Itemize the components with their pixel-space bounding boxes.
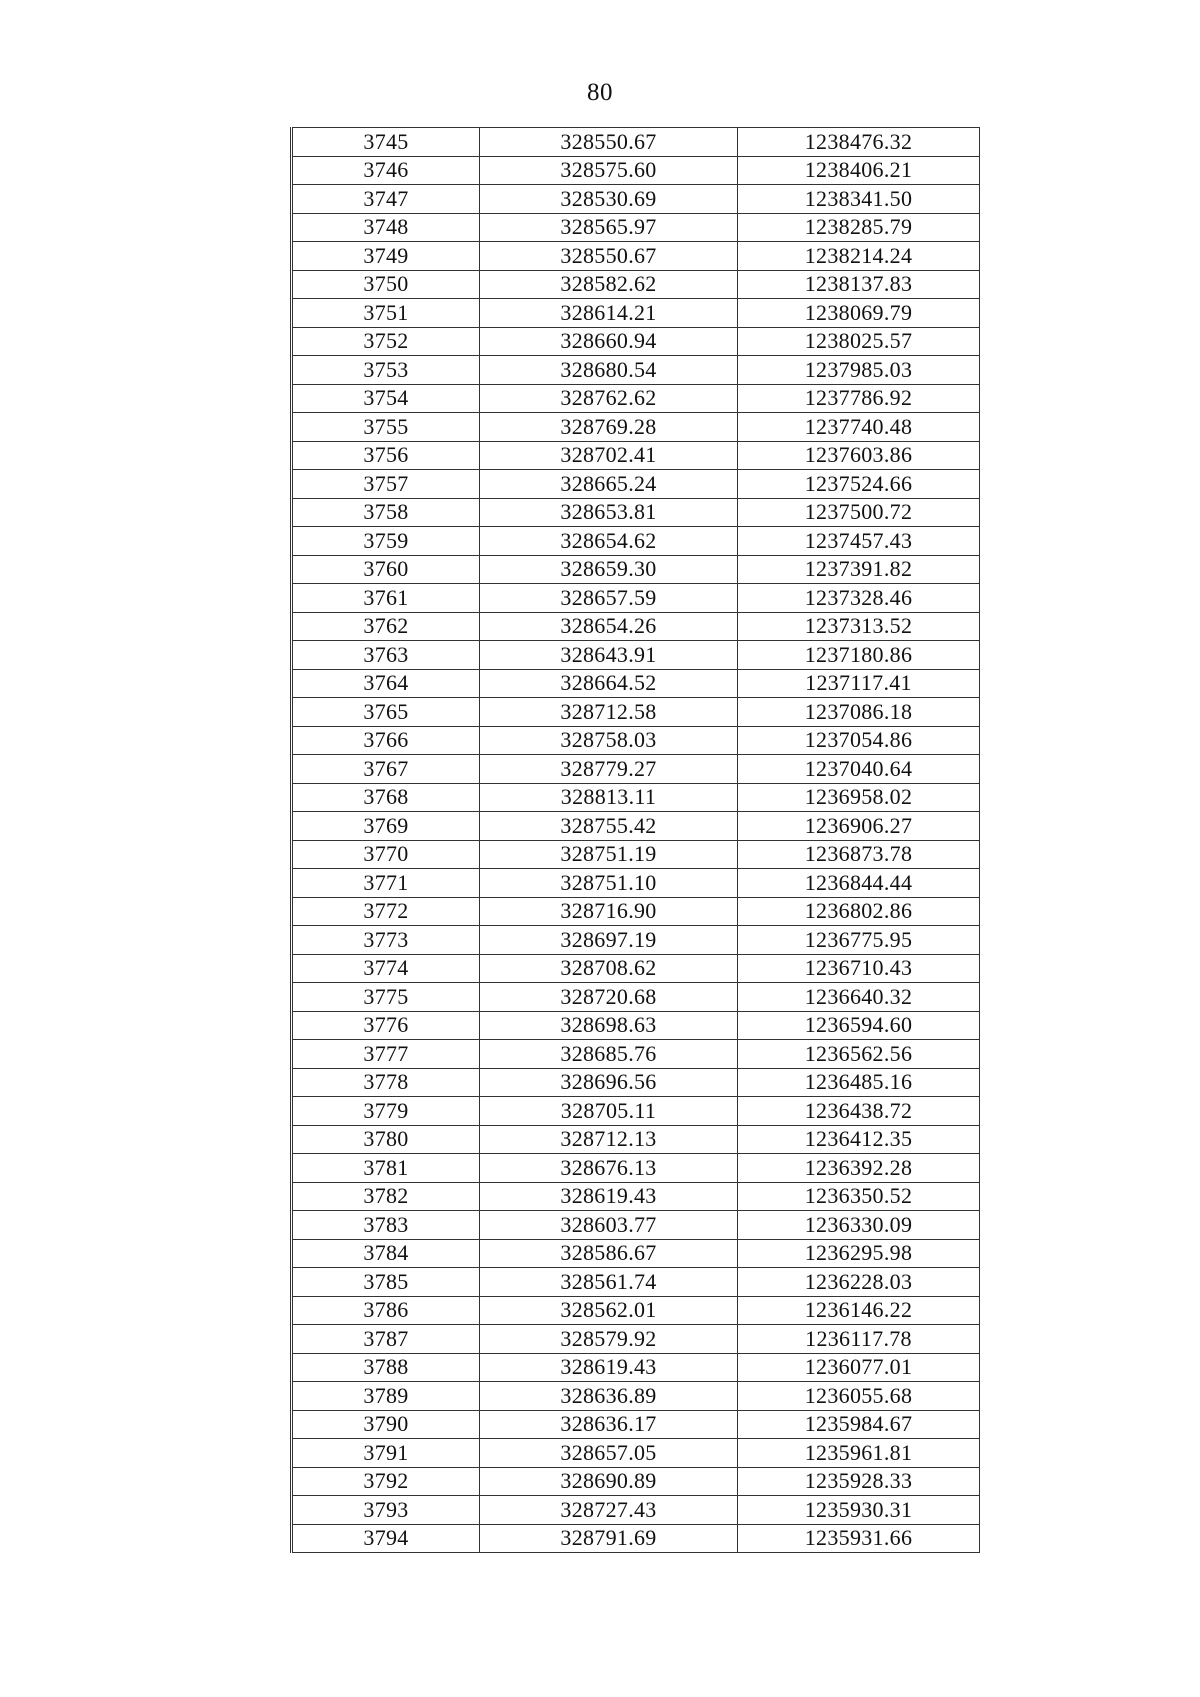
x-coordinate-cell: 328685.76 — [480, 1040, 738, 1069]
point-number-cell: 3770 — [292, 840, 480, 869]
table-row — [292, 470, 980, 499]
x-coordinate-cell: 328660.94 — [480, 327, 738, 356]
y-coordinate-cell: 1238476.32 — [738, 128, 980, 157]
table-row — [292, 1211, 980, 1240]
table-row — [292, 299, 980, 328]
point-number-cell: 3777 — [292, 1040, 480, 1069]
x-coordinate-cell: 328769.28 — [480, 413, 738, 442]
x-coordinate-cell: 328751.19 — [480, 840, 738, 869]
y-coordinate-cell: 1237524.66 — [738, 470, 980, 499]
table-row — [292, 698, 980, 727]
y-coordinate-cell: 1237117.41 — [738, 669, 980, 698]
table-row — [292, 1296, 980, 1325]
y-coordinate-cell: 1238137.83 — [738, 270, 980, 299]
x-coordinate-cell: 328702.41 — [480, 441, 738, 470]
point-number-cell: 3766 — [292, 726, 480, 755]
table-row — [292, 1382, 980, 1411]
x-coordinate-cell: 328582.62 — [480, 270, 738, 299]
table-row — [292, 242, 980, 271]
table-row — [292, 1068, 980, 1097]
y-coordinate-cell: 1235961.81 — [738, 1439, 980, 1468]
table-row — [292, 812, 980, 841]
y-coordinate-cell: 1236958.02 — [738, 783, 980, 812]
y-coordinate-cell: 1237086.18 — [738, 698, 980, 727]
table-row — [292, 1496, 980, 1525]
table-row — [292, 1353, 980, 1382]
x-coordinate-cell: 328586.67 — [480, 1239, 738, 1268]
point-number-cell: 3787 — [292, 1325, 480, 1354]
point-number-cell: 3784 — [292, 1239, 480, 1268]
coordinate-table — [290, 127, 980, 1553]
x-coordinate-cell: 328813.11 — [480, 783, 738, 812]
y-coordinate-cell: 1238285.79 — [738, 213, 980, 242]
table-row — [292, 498, 980, 527]
x-coordinate-cell: 328696.56 — [480, 1068, 738, 1097]
table-row — [292, 755, 980, 784]
table-row — [292, 384, 980, 413]
table-row — [292, 641, 980, 670]
y-coordinate-cell: 1236710.43 — [738, 954, 980, 983]
page-number: 80 — [587, 79, 613, 106]
coordinate-table-body — [292, 128, 980, 1553]
x-coordinate-cell: 328762.62 — [480, 384, 738, 413]
table-row — [292, 669, 980, 698]
point-number-cell: 3771 — [292, 869, 480, 898]
x-coordinate-cell: 328579.92 — [480, 1325, 738, 1354]
point-number-cell: 3790 — [292, 1410, 480, 1439]
x-coordinate-cell: 328636.17 — [480, 1410, 738, 1439]
point-number-cell: 3783 — [292, 1211, 480, 1240]
point-number-cell: 3785 — [292, 1268, 480, 1297]
point-number-cell: 3775 — [292, 983, 480, 1012]
x-coordinate-cell: 328550.67 — [480, 128, 738, 157]
x-coordinate-cell: 328676.13 — [480, 1154, 738, 1183]
x-coordinate-cell: 328550.67 — [480, 242, 738, 271]
x-coordinate-cell: 328614.21 — [480, 299, 738, 328]
y-coordinate-cell: 1236412.35 — [738, 1125, 980, 1154]
x-coordinate-cell: 328690.89 — [480, 1467, 738, 1496]
y-coordinate-cell: 1236640.32 — [738, 983, 980, 1012]
y-coordinate-cell: 1237603.86 — [738, 441, 980, 470]
point-number-cell: 3750 — [292, 270, 480, 299]
y-coordinate-cell: 1238341.50 — [738, 185, 980, 214]
point-number-cell: 3768 — [292, 783, 480, 812]
y-coordinate-cell: 1238025.57 — [738, 327, 980, 356]
x-coordinate-cell: 328654.62 — [480, 527, 738, 556]
y-coordinate-cell: 1236330.09 — [738, 1211, 980, 1240]
table-row — [292, 156, 980, 185]
point-number-cell: 3755 — [292, 413, 480, 442]
y-coordinate-cell: 1236775.95 — [738, 926, 980, 955]
point-number-cell: 3758 — [292, 498, 480, 527]
point-number-cell: 3773 — [292, 926, 480, 955]
point-number-cell: 3789 — [292, 1382, 480, 1411]
y-coordinate-cell: 1237457.43 — [738, 527, 980, 556]
y-coordinate-cell: 1237740.48 — [738, 413, 980, 442]
point-number-cell: 3792 — [292, 1467, 480, 1496]
point-number-cell: 3779 — [292, 1097, 480, 1126]
x-coordinate-cell: 328619.43 — [480, 1353, 738, 1382]
y-coordinate-cell: 1236562.56 — [738, 1040, 980, 1069]
table-row — [292, 783, 980, 812]
y-coordinate-cell: 1236295.98 — [738, 1239, 980, 1268]
point-number-cell: 3748 — [292, 213, 480, 242]
point-number-cell: 3757 — [292, 470, 480, 499]
x-coordinate-cell: 328716.90 — [480, 897, 738, 926]
y-coordinate-cell: 1237040.64 — [738, 755, 980, 784]
table-row — [292, 1182, 980, 1211]
x-coordinate-cell: 328575.60 — [480, 156, 738, 185]
point-number-cell: 3752 — [292, 327, 480, 356]
x-coordinate-cell: 328751.10 — [480, 869, 738, 898]
table-row — [292, 897, 980, 926]
table-row — [292, 213, 980, 242]
point-number-cell: 3751 — [292, 299, 480, 328]
y-coordinate-cell: 1237391.82 — [738, 555, 980, 584]
point-number-cell: 3794 — [292, 1524, 480, 1553]
y-coordinate-cell: 1237313.52 — [738, 612, 980, 641]
y-coordinate-cell: 1236146.22 — [738, 1296, 980, 1325]
x-coordinate-cell: 328636.89 — [480, 1382, 738, 1411]
x-coordinate-cell: 328680.54 — [480, 356, 738, 385]
x-coordinate-cell: 328779.27 — [480, 755, 738, 784]
y-coordinate-cell: 1237985.03 — [738, 356, 980, 385]
point-number-cell: 3793 — [292, 1496, 480, 1525]
point-number-cell: 3781 — [292, 1154, 480, 1183]
y-coordinate-cell: 1236873.78 — [738, 840, 980, 869]
point-number-cell: 3754 — [292, 384, 480, 413]
table-row — [292, 1097, 980, 1126]
point-number-cell: 3791 — [292, 1439, 480, 1468]
table-row — [292, 983, 980, 1012]
point-number-cell: 3747 — [292, 185, 480, 214]
x-coordinate-cell: 328720.68 — [480, 983, 738, 1012]
y-coordinate-cell: 1235984.67 — [738, 1410, 980, 1439]
table-row — [292, 413, 980, 442]
point-number-cell: 3782 — [292, 1182, 480, 1211]
point-number-cell: 3764 — [292, 669, 480, 698]
x-coordinate-cell: 328562.01 — [480, 1296, 738, 1325]
y-coordinate-cell: 1235928.33 — [738, 1467, 980, 1496]
table-row — [292, 1439, 980, 1468]
y-coordinate-cell: 1237500.72 — [738, 498, 980, 527]
x-coordinate-cell: 328654.26 — [480, 612, 738, 641]
table-row — [292, 954, 980, 983]
x-coordinate-cell: 328561.74 — [480, 1268, 738, 1297]
point-number-cell: 3746 — [292, 156, 480, 185]
y-coordinate-cell: 1238406.21 — [738, 156, 980, 185]
table-row — [292, 356, 980, 385]
x-coordinate-cell: 328659.30 — [480, 555, 738, 584]
point-number-cell: 3767 — [292, 755, 480, 784]
y-coordinate-cell: 1236438.72 — [738, 1097, 980, 1126]
y-coordinate-cell: 1236594.60 — [738, 1011, 980, 1040]
x-coordinate-cell: 328664.52 — [480, 669, 738, 698]
x-coordinate-cell: 328665.24 — [480, 470, 738, 499]
table-row — [292, 270, 980, 299]
table-row — [292, 128, 980, 157]
x-coordinate-cell: 328653.81 — [480, 498, 738, 527]
table-row — [292, 1125, 980, 1154]
x-coordinate-cell: 328758.03 — [480, 726, 738, 755]
x-coordinate-cell: 328603.77 — [480, 1211, 738, 1240]
y-coordinate-cell: 1237054.86 — [738, 726, 980, 755]
table-row — [292, 1040, 980, 1069]
y-coordinate-cell: 1237180.86 — [738, 641, 980, 670]
x-coordinate-cell: 328657.59 — [480, 584, 738, 613]
x-coordinate-cell: 328643.91 — [480, 641, 738, 670]
x-coordinate-cell: 328698.63 — [480, 1011, 738, 1040]
point-number-cell: 3760 — [292, 555, 480, 584]
y-coordinate-cell: 1238214.24 — [738, 242, 980, 271]
table-row — [292, 555, 980, 584]
y-coordinate-cell: 1236228.03 — [738, 1268, 980, 1297]
table-row — [292, 1268, 980, 1297]
y-coordinate-cell: 1235930.31 — [738, 1496, 980, 1525]
y-coordinate-cell: 1236077.01 — [738, 1353, 980, 1382]
y-coordinate-cell: 1236802.86 — [738, 897, 980, 926]
point-number-cell: 3759 — [292, 527, 480, 556]
y-coordinate-cell: 1236392.28 — [738, 1154, 980, 1183]
table-row — [292, 1154, 980, 1183]
x-coordinate-cell: 328697.19 — [480, 926, 738, 955]
table-row — [292, 869, 980, 898]
table-row — [292, 1325, 980, 1354]
point-number-cell: 3786 — [292, 1296, 480, 1325]
point-number-cell: 3780 — [292, 1125, 480, 1154]
table-row — [292, 185, 980, 214]
point-number-cell: 3761 — [292, 584, 480, 613]
table-row — [292, 527, 980, 556]
x-coordinate-cell: 328619.43 — [480, 1182, 738, 1211]
point-number-cell: 3753 — [292, 356, 480, 385]
table-row — [292, 1410, 980, 1439]
point-number-cell: 3778 — [292, 1068, 480, 1097]
table-row — [292, 840, 980, 869]
point-number-cell: 3765 — [292, 698, 480, 727]
table-row — [292, 1524, 980, 1553]
x-coordinate-cell: 328657.05 — [480, 1439, 738, 1468]
y-coordinate-cell: 1236844.44 — [738, 869, 980, 898]
y-coordinate-cell: 1237328.46 — [738, 584, 980, 613]
x-coordinate-cell: 328705.11 — [480, 1097, 738, 1126]
point-number-cell: 3763 — [292, 641, 480, 670]
point-number-cell: 3774 — [292, 954, 480, 983]
point-number-cell: 3788 — [292, 1353, 480, 1382]
x-coordinate-cell: 328727.43 — [480, 1496, 738, 1525]
table-row — [292, 584, 980, 613]
point-number-cell: 3756 — [292, 441, 480, 470]
table-row — [292, 327, 980, 356]
point-number-cell: 3745 — [292, 128, 480, 157]
table-row — [292, 926, 980, 955]
y-coordinate-cell: 1236055.68 — [738, 1382, 980, 1411]
point-number-cell: 3772 — [292, 897, 480, 926]
y-coordinate-cell: 1235931.66 — [738, 1524, 980, 1553]
y-coordinate-cell: 1237786.92 — [738, 384, 980, 413]
point-number-cell: 3769 — [292, 812, 480, 841]
x-coordinate-cell: 328755.42 — [480, 812, 738, 841]
x-coordinate-cell: 328530.69 — [480, 185, 738, 214]
y-coordinate-cell: 1236485.16 — [738, 1068, 980, 1097]
x-coordinate-cell: 328708.62 — [480, 954, 738, 983]
table-row — [292, 1011, 980, 1040]
table-row — [292, 1239, 980, 1268]
table-row — [292, 726, 980, 755]
point-number-cell: 3776 — [292, 1011, 480, 1040]
y-coordinate-cell: 1236350.52 — [738, 1182, 980, 1211]
y-coordinate-cell: 1238069.79 — [738, 299, 980, 328]
point-number-cell: 3749 — [292, 242, 480, 271]
x-coordinate-cell: 328565.97 — [480, 213, 738, 242]
y-coordinate-cell: 1236906.27 — [738, 812, 980, 841]
table-row — [292, 441, 980, 470]
x-coordinate-cell: 328791.69 — [480, 1524, 738, 1553]
y-coordinate-cell: 1236117.78 — [738, 1325, 980, 1354]
x-coordinate-cell: 328712.58 — [480, 698, 738, 727]
table-row — [292, 1467, 980, 1496]
table-row — [292, 612, 980, 641]
point-number-cell: 3762 — [292, 612, 480, 641]
x-coordinate-cell: 328712.13 — [480, 1125, 738, 1154]
